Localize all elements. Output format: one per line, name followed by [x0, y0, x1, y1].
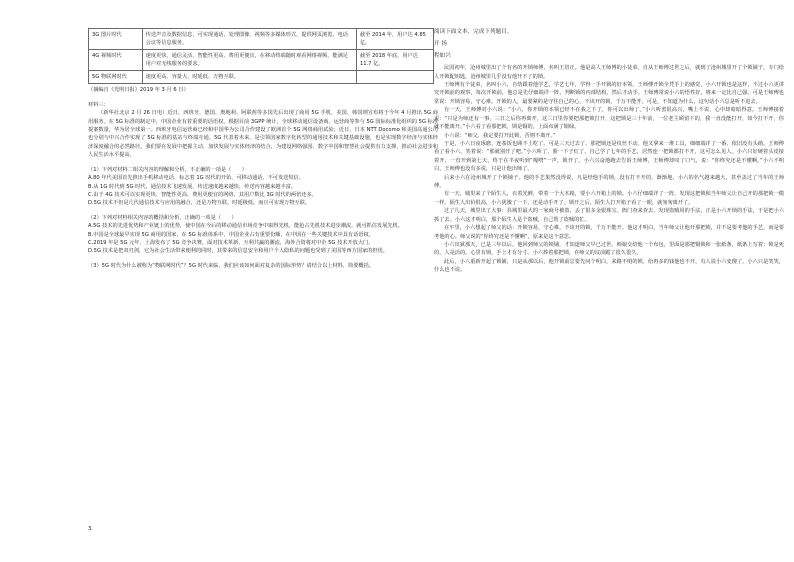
- option-1d: D.5G 技术不但是几代通信技术与应用的融合，还是万物互联，时延极低，而且可实现万物互联。: [88, 200, 311, 207]
- left-column: [88, 28, 438, 546]
- question-1: （1）下列对材料二相关内容的理解和分析，不正确的一项是（ ）: [88, 166, 247, 173]
- story-paragraph: 此后，小六重新开起了锁铺，只是从那以后，他开锁前总要先问个明白，来路不明的锁，给再多的钱他也不开。有人说小六变傻了，小六只是笑笑，什么也不说。: [434, 258, 784, 274]
- story-paragraph: 有一天，王师傅对小六说：“小六，你开锁的本领已经不在我之下了，你可以出师了。”小六听罢很高兴，嘴上不说，心中却暗暗得意。王师傅接着说：“只是为师还有一事，三日之后你再离开，这三日里你要把那把锁打开，这把锁是三十年前，一位老主顾留下的，我一直没能打开，如今打不开，你就不能离开。”小六看了看那把锁，锁是铜的，上面布满了铜绿。: [434, 107, 784, 131]
- option-1c: C.由于 4G 技术可以实现更快、智能性更高、费用更便宜的网络，其用户数比 3G 时代的两倍还多。: [88, 191, 317, 198]
- page-number: 3.: [88, 526, 93, 532]
- story-paragraph: 小六说：“师父，我定要打开此锁，否则不离开。”: [444, 132, 556, 139]
- table-cell-desc: 传送声音及数据信息，可实现通话、处理图像、视频等多媒体形式，提供网页浏览、电话会议等信息服务。: [142, 29, 356, 50]
- table-row: [89, 29, 434, 50]
- option-2c: C.2019 年是 5G 元年，上海发布了 5G 竞争决赛，面对技术革新、互利共赢的潮流，海外合资将对中企 5G 技术开放大门。: [88, 240, 374, 247]
- table-row: [89, 71, 434, 84]
- material-title: 材料三：: [88, 101, 109, 108]
- story-paragraph: 小六出狱那天，已是三年以后。他回到师父的锁铺，才知道师父早已过世。师娘交给他一个布包，里面是那把铜锁和一张纸条，纸条上写着：锁是死的，人是活的。心里有锁，手上才有分寸。小六捧着那把锁，在师父的坟前跪了很久很久。: [434, 242, 784, 257]
- story-paragraph: 过了几天，城里出了大事：县城里最大的一家商号被盗，丢了很多金银珠宝。衙门查来查去，发现盗贼用的手法，正是小六开锁的手法，于是把小六抓了去。小六这才明白，那个陌生人是个盗贼，自己帮了盗贼的忙。: [434, 208, 784, 223]
- table-cell-era: 3G 图片时代: [89, 29, 143, 50]
- table-cell-desc: 速度更快、通信灵活、智能性更高、费用更便宜，在移动终端随时观看网络视频，能满足用户对无线服务的要求。: [142, 50, 356, 71]
- option-2a: A.5G 技术的先进优势和产业链上的优势，使中国在今后的移动通信市场竞争中取得先机，能抢占先机技术进步潮流，就可抓住发展先机。: [88, 223, 403, 230]
- table-cell-era: 4G 视频时代: [89, 50, 143, 71]
- source-citation: （摘编自《光明日报》2019 年 3 月 6 日）: [88, 87, 189, 94]
- table-cell-data: 截至 2014 年，用户达 4.85 亿。: [356, 29, 433, 50]
- story-title: 开 扬: [434, 41, 447, 48]
- question-3: （3）5G 时代为什么被称为“物联网时代”？5G 时代来临，我们应该如何面对复杂的国际形势？请结合以上材料，简要概括。: [88, 262, 374, 269]
- question-2: （2）下列对材料相关内容的概括和分析，正确的一项是（ ）: [88, 214, 237, 221]
- table-cell-data: [356, 71, 433, 84]
- right-column: [434, 28, 784, 546]
- story-paragraph: 民国初年，沧州城里出了个有名的开锁师傅，名叫王培正。他是高人王师傅的小徒弟。自从王师傅过世之后，就到了沧州城里开了个锁铺子，专门给人开锁配钥匙，沧州城里几乎没有他开不了的锁。: [434, 65, 784, 80]
- material-body: （新华社北京 2 月 26 日电）近日，西班牙、德国、奥地利、阿联酋等多国先后出现了商用 5G 手机，美国、韩国则宣布将于今年 4 月推出 5G 商用服务。在 5G 标准的制定中，中国企业有着重要的话语权，根据目前 3GPP 统计，全球移动通信设备商、运营商等参与 5G 国际标准化组织的 5G 标准提案数量，华为居全球第一。西班牙电信运营商已经和中国华为公司合作建设了欧洲首个 5G 网络商用试验；近日，日本 NTT Docomo 和美国高通公司也分别与中兴合作实现了 5G 标准的基站与终端互通。5G 代表着未来，是引领国家数字化转型的通用技术和关键基础设施，也是实现数字经济与实体经济深度融合的必然路径。我们要在发展中把握主动，加快发展与实体经济的结合，为建设网络强国、数字中国和智慧社会提供有力支撑，推动社会进步和人民生活水平提高。: [88, 110, 438, 159]
- generation-table: [88, 28, 434, 84]
- option-1b: B.从 1G 时代到 5G 时代，通信技术飞速发展，传送速度越来越快，传送内容越来越丰富。: [88, 183, 297, 190]
- table-cell-desc: 速度更高、容量大、时延低、万物互联。: [142, 71, 356, 84]
- story-paragraph: 后来小六在沧州城开了个锁铺子，他的手艺果然没得说，凡是经他手的锁，没有打不开的。渐渐地，小六的名气越来越大，甚至盖过了当年的王师傅。: [434, 174, 784, 190]
- story-paragraph: 王师傅有个徒弟，名叫小六，自幼跟着他学艺，学艺七年，学得一手开锁的好本领。王师傅开锁全凭手上的感觉，小六开锁也是这样，不过小六更讲究开锁前的观察，每次开锁前，他总是先仔细端详一阵，判断锁的内部结构，然后才动手。王师傅常说小六的悟性好，将来一定比自己强。可是王师傅也常说：开锁容易，守心难。开锁的人，最要紧的是守住自己的心，不该开的锁，千万不能开。可是，不知道为什么，这句话小六总是听不进去。: [434, 81, 784, 105]
- story-paragraph: 在牢里，小六想起了师父的话：开锁容易，守心难。不该开的锁，千万不能开。他这才明白，当年师父让他开那把锁，并不是要考他的手艺，而是要考他的心。师父说的“你终究还是不懂啊”，原来是这个意思。: [434, 225, 784, 240]
- table-cell-era: 5G 物联网时代: [89, 71, 143, 84]
- option-2b: B.中国是全球最早实现 5G 商用的国家，在 5G 标准体系中，中国企业占有重要份额，在中国在一些关键技术中具有话语权。: [88, 231, 374, 238]
- table-row: [89, 50, 434, 71]
- option-1a: A.80 年代美国首先推出手机移动电话，标志着 1G 时代的开始，可移动通话，不可发送短信。: [88, 175, 304, 182]
- reading-intro: 阅读下面文本，完成下列题目。: [434, 29, 513, 35]
- table-cell-data: 截至 2018 年底，用户达 11.7 亿。: [356, 50, 433, 71]
- option-2d: D.5G 技术是把双刃剑，它为社会生活带来便利的同时，其带来的信息安全和用户个人隐私的问题也受到了美国等西方国家的担忧。: [88, 248, 388, 255]
- story-author: 程如兴: [434, 53, 451, 60]
- story-paragraph: 于是，小六日夜琢磨，连茶饭也顾不上吃了。可是三天过去了，那把锁还是纹丝不动。他又拿来一堆工具，细细端详了一番，依旧没有头绪。王师傅看了看小六，笑着说：“那就别开了吧。”小六听了，脸一下子红了，自己学了七年的手艺，居然连一把锁都打不开，这可怎么见人。小六只好硬着头皮接着开，一直开到第七天，终于在半夜听到“嘎嗒”一声，锁开了。小六兴奋地跑去告诉王师傅，王师傅却叹了口气，说：“你终究还是不懂啊。”小六不明白，王师傅也没有多说，只是让他出师了。: [434, 140, 784, 173]
- story-paragraph: 有一天，城里来了个陌生人，衣着光鲜，带着一个大木箱，要小六开箱上的锁。小六仔细端详了一阵，发现这把锁和当年师父让自己开的那把锁一模一样。陌生人出价很高，小六犹豫了一下，还是动手开了。锁开之后，陌生人打开箱子看了一眼，就匆匆离开了。: [434, 191, 784, 206]
